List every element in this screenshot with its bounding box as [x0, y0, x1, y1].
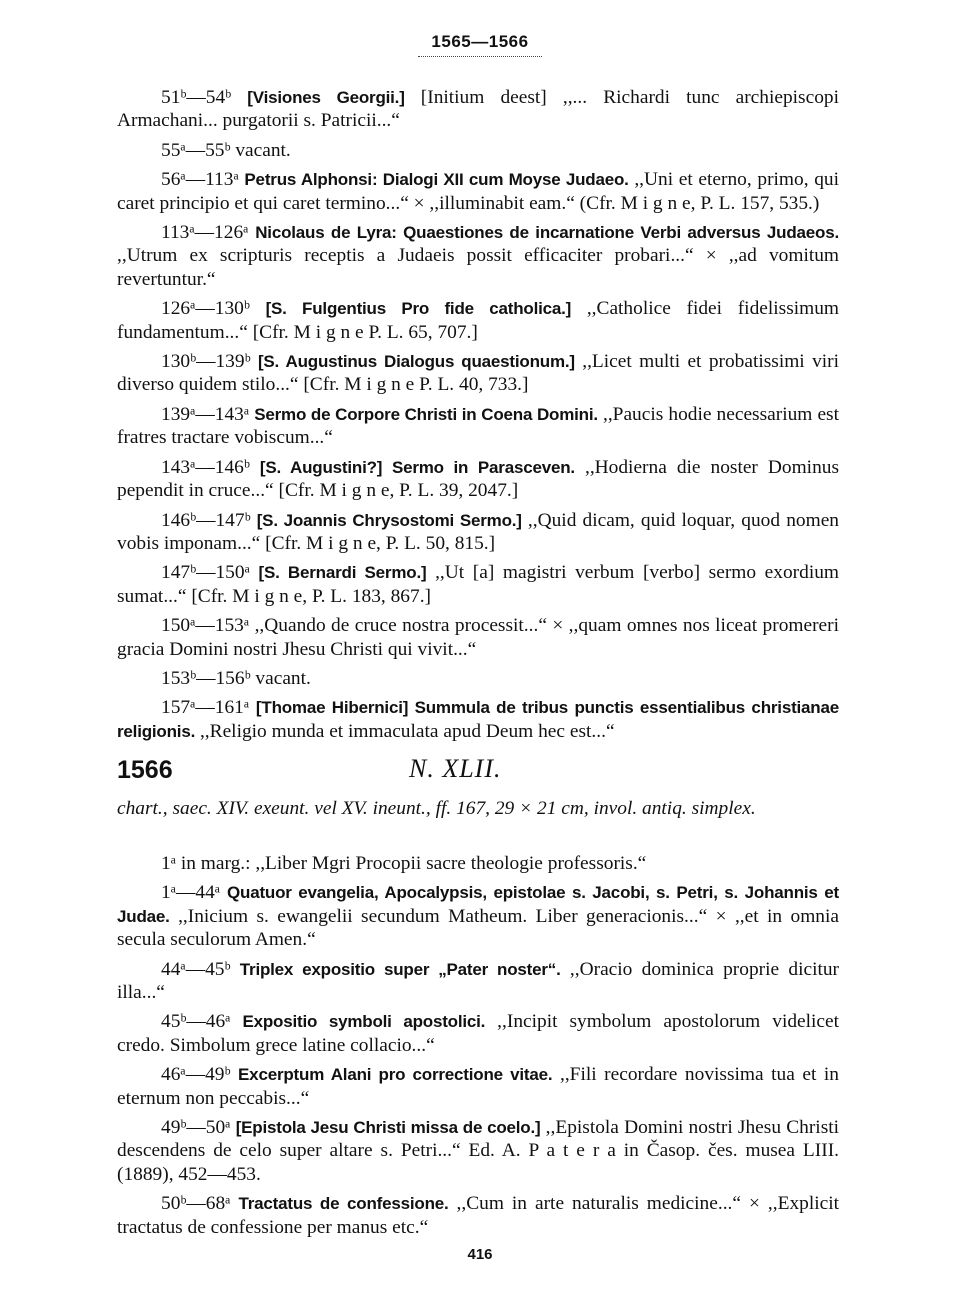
entry-text: ,,Quid dicam, quid loquar, quod nomen vobis imponam...“ [Cfr. M i g n e, P. L. 50, 815.]	[117, 509, 839, 554]
folio-range: 1ᵃ in marg.: ,,Liber Mgri Procopii sacre theologie professoris.“	[161, 853, 647, 874]
entry-text: ,,Utrum ex scripturis receptis a Judaeis possit efficaciter probari...“ × ,,ad vomitum revertuntur.“	[117, 245, 839, 290]
entry	[117, 1116, 839, 1186]
entry	[117, 852, 839, 875]
entry	[117, 958, 839, 1005]
entry	[117, 139, 839, 162]
entry	[117, 509, 839, 556]
entry-title: Tractatus de confessione.	[238, 1194, 449, 1214]
entry	[117, 881, 839, 951]
entry-text: ,,Ut [a] magistri verbum [verbo] sermo exordium sumat...“ [Cfr. M i g n e, P. L. 183, 867.]	[117, 562, 839, 607]
entry-title: [S. Augustini?] Sermo in Parasceven.	[259, 457, 575, 477]
folio-range: 157ᵃ—161ᵃ	[161, 697, 256, 719]
entry-text: ,,Uni et eterno, primo, qui caret principio et qui caret termino...“ × ,,illuminabit eam.“ (Cfr. M i g n e, P. L. 157, 535.)	[117, 169, 839, 214]
entry	[117, 168, 839, 215]
folio-range: 56ᵃ—113ᵃ	[161, 169, 245, 191]
folio-range: 46ᵃ—49ᵇ	[161, 1064, 239, 1086]
entry	[117, 221, 839, 291]
entry	[117, 1010, 839, 1057]
folio-range: 139ᵃ—143ᵃ	[161, 403, 255, 425]
page-number: 416	[467, 1246, 493, 1263]
entry	[117, 297, 839, 344]
entry-text: ,,Paucis hodie necessarium est fratres tractare vobiscum...“	[117, 403, 839, 449]
entry	[117, 696, 839, 743]
entry-title: [Epistola Jesu Christi missa de coelo.]	[235, 1118, 541, 1138]
folio-range: 143ᵃ—146ᵇ	[161, 456, 260, 478]
entry-text: ,,Oracio dominica proprie dicitur illa...“	[117, 958, 840, 1004]
entry-title: [S. Bernardi Sermo.]	[258, 563, 427, 583]
entry-text: ,,Quando de cruce nostra processit...“ × ,,quam omnes nos liceat promereri gracia Domini nostri Jhesu Christi qui vivit...“	[117, 615, 839, 660]
entry-text: ,,Fili recordare novissima tua et in eternum non peccabis...“	[117, 1064, 840, 1109]
entry-text: ,,Hodierna die noster Dominus pependit in cruce...“ [Cfr. M i g n e, P. L. 39, 2047.]	[117, 456, 840, 502]
bottom-entries	[117, 852, 839, 1239]
entry	[117, 1063, 839, 1110]
entry	[117, 667, 839, 690]
folio-range: 55ᵃ—55ᵇ vacant.	[161, 139, 291, 161]
running-header: 1565—1566	[431, 32, 529, 51]
entry-title: Petrus Alphonsi: Dialogi XII cum Moyse Judaeo.	[244, 170, 629, 190]
folio-range: 1ᵃ—44ᵃ	[161, 882, 227, 904]
entry-text: ,,Epistola Domini nostri Jhesu Christi descendens de celo super altare s. Petri...“ Ed. A. P a t e r a in Časop. čes. musea LIII. (1889), 452—453.	[117, 1117, 840, 1185]
entry-title: Expositio symboli apostolici.	[242, 1012, 486, 1032]
folio-range: 51ᵇ—54ᵇ	[161, 87, 248, 108]
manuscript-description: chart., saec. XIV. exeunt. vel XV. ineunt., ff. 167, 29 × 21 cm, invol. antiq. simplex.	[117, 798, 756, 819]
entry	[117, 403, 839, 450]
entry-title: [S. Fulgentius Pro fide catholica.]	[265, 299, 572, 319]
folio-range: 113ᵃ—126ᵃ	[161, 222, 256, 244]
folio-range: 44ᵃ—45ᵇ	[161, 958, 240, 980]
entry	[117, 456, 839, 503]
entry	[117, 350, 839, 397]
folio-range: 150ᵃ—153ᵃ	[161, 615, 255, 637]
entry-text: ,,Inicium s. ewangelii secundum Matheum. Liber generacionis...“ × ,,et in omnia secula seculorum Amen.“	[117, 905, 839, 951]
entry-title: [S. Joannis Chrysostomi Sermo.]	[256, 510, 522, 530]
entry	[117, 1192, 839, 1239]
folio-range: 146ᵇ—147ᵇ	[161, 509, 257, 531]
entry-title: [Visiones Georgii.]	[247, 88, 405, 107]
top-entries	[117, 86, 839, 743]
manuscript-number: 1566	[117, 756, 173, 784]
entry-text: ,,Catholice fidei fidelissimum fundamentum...“ [Cfr. M i g n e P. L. 65, 707.]	[117, 298, 839, 343]
entry-title: Quatuor evangelia, Apocalypsis, epistolae s. Jacobi, s. Petri, s. Johannis et Judae.	[117, 883, 839, 926]
entry-text: ,,Cum in arte naturalis medicine...“ × ,,Explicit tractatus de confessione per manus etc.“	[117, 1193, 839, 1238]
folio-range: 130ᵇ—139ᵇ	[161, 351, 258, 373]
entry	[117, 86, 839, 133]
shelf-signature: N. XLII.	[409, 754, 502, 783]
entry	[117, 561, 839, 608]
folio-range: 126ᵃ—130ᵇ	[161, 298, 266, 320]
entry-title: Excerptum Alani pro correctione vitae.	[238, 1065, 553, 1085]
entry-text: ,,Incipit symbolum apostolorum videlicet credo. Simbolum grece latine collacio...“	[117, 1011, 840, 1056]
entry-title: Triplex expositio super „Pater noster“.	[239, 959, 561, 979]
folio-range: 45ᵇ—46ᵃ	[161, 1011, 243, 1033]
folio-range: 147ᵇ—150ᵃ	[161, 562, 259, 584]
entry	[117, 614, 839, 661]
header-rule	[418, 56, 542, 57]
manuscript-heading	[117, 754, 839, 788]
entry-text: ,,Licet multi et probatissimi viri diverso quidem stilo...“ [Cfr. M i g n e P. L. 40, 733.]	[117, 351, 839, 396]
entry-title: [Thomae Hibernici] Summula de tribus punctis essentialibus christianae religionis.	[117, 698, 839, 741]
entry-title: Sermo de Corpore Christi in Coena Domini.	[254, 404, 598, 424]
folio-range: 49ᵇ—50ᵃ	[161, 1117, 236, 1139]
entry-text: [Initium deest] ,,... Richardi tunc archiepiscopi Armachani... purgatorii s. Patricii...“	[117, 87, 839, 132]
entry-title: Nicolaus de Lyra: Quaestiones de incarnatione Verbi adversus Judaeos.	[255, 223, 840, 243]
entry-text: ,,Religio munda et immaculata apud Deum hec est...“	[195, 720, 615, 742]
folio-range: 50ᵇ—68ᵃ	[161, 1193, 239, 1215]
folio-range: 153ᵇ—156ᵇ vacant.	[161, 667, 311, 689]
entry-title: [S. Augustinus Dialogus quaestionum.]	[257, 352, 575, 372]
